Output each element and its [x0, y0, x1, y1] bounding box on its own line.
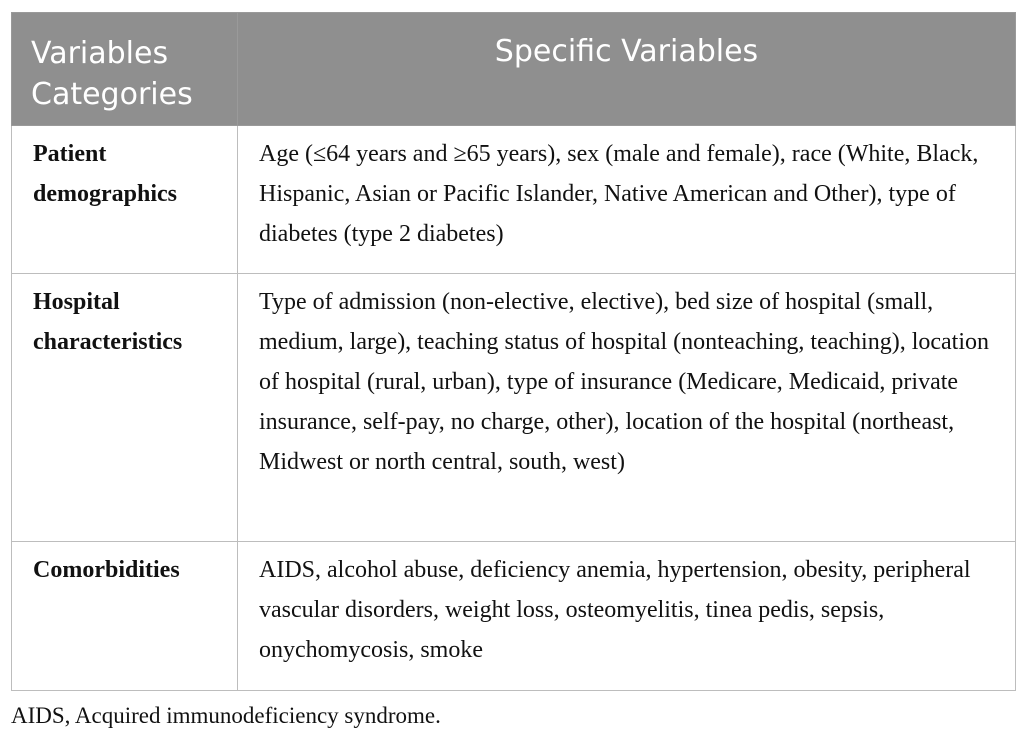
table-row	[12, 274, 1016, 542]
table-footnote: AIDS, Acquired immunodeficiency syndrome.	[11, 703, 441, 728]
table-row	[12, 126, 1016, 274]
column-header-specific-variables: Specific Variables	[238, 13, 1016, 126]
category-cell: Comorbidities	[12, 542, 238, 691]
category-cell: Patient demographics	[12, 126, 238, 274]
specific-variables-cell: Type of admission (non-elective, elective), bed size of hospital (small, medium, large), teaching status of hospital (nonteaching, teaching), location of hospital (rural, urban), type of insurance (Medicare, Medicaid, private insurance, self-pay, no charge, other), location of the hospital (northeast, Midwest or north central, south, west)	[238, 274, 1016, 542]
table-row	[12, 542, 1016, 691]
variables-table	[11, 12, 1016, 691]
specific-variables-cell: Age (≤64 years and ≥65 years), sex (male and female), race (White, Black, Hispanic, Asian or Pacific Islander, Native American and Other), type of diabetes (type 2 diabetes)	[238, 126, 1016, 274]
category-cell: Hospital characteristics	[12, 274, 238, 542]
table-header-row	[12, 13, 1016, 126]
column-header-categories: Variables Categories	[12, 13, 238, 126]
specific-variables-cell: AIDS, alcohol abuse, deficiency anemia, hypertension, obesity, peripheral vascular disorders, weight loss, osteomyelitis, tinea pedis, sepsis, onychomycosis, smoke	[238, 542, 1016, 691]
